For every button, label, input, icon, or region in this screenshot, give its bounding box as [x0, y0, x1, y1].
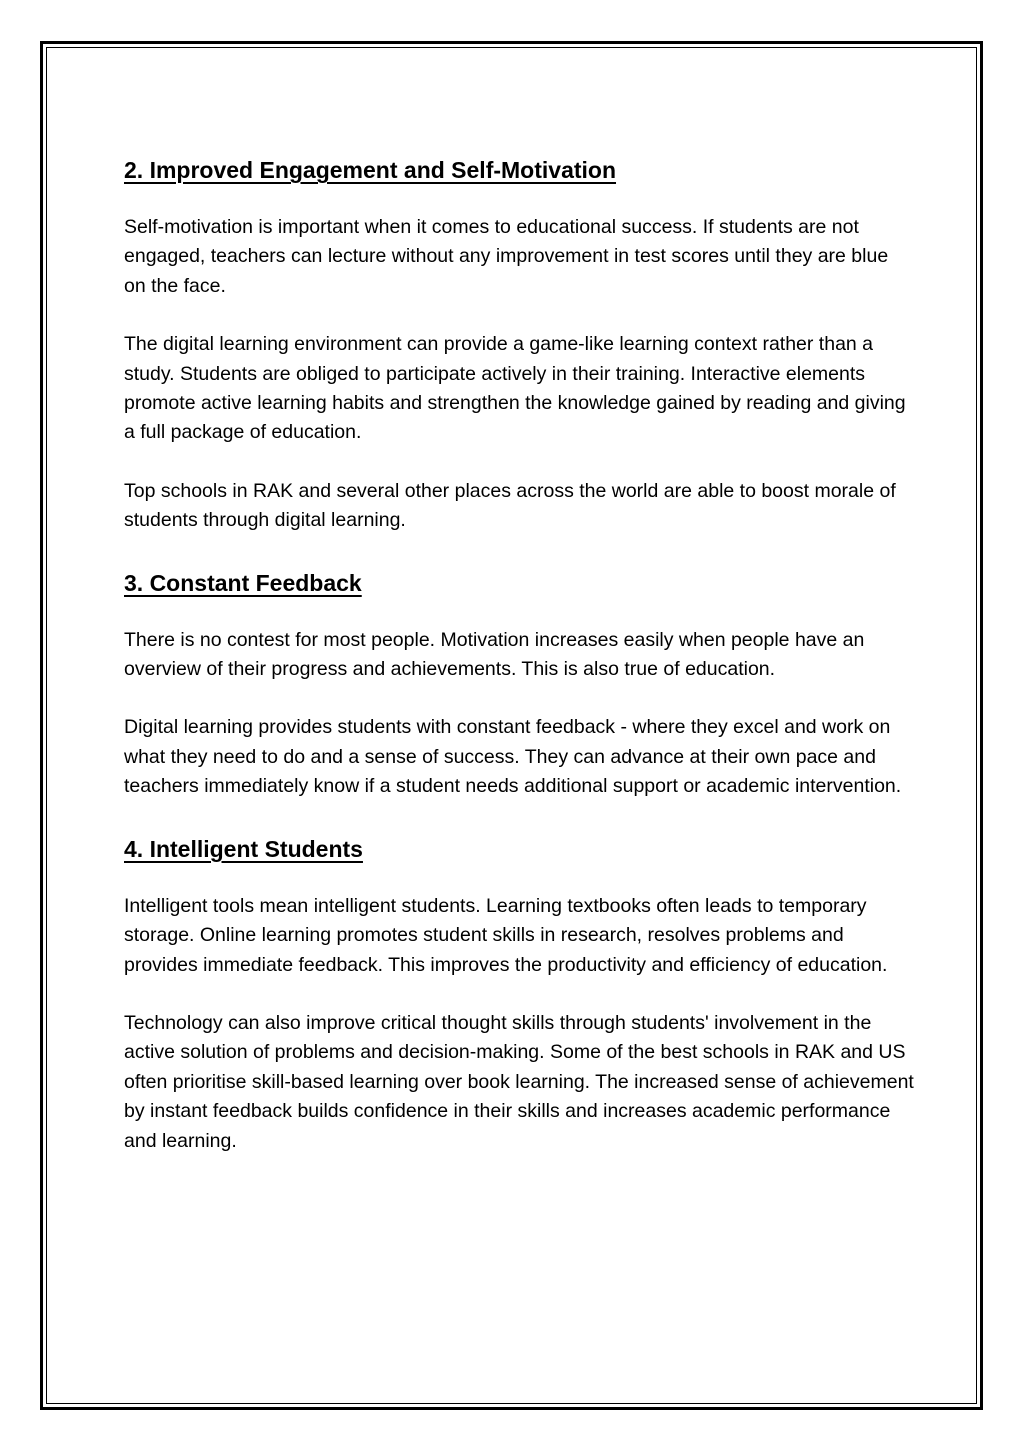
paragraph: Top schools in RAK and several other places across the world are able to boost morale of students through digital learning.: [124, 479, 896, 532]
paragraph: Intelligent tools mean intelligent students. Learning textbooks often leads to temporary storage. Online learning promotes student skills in research, resolves problems and provides immediate feedback. This improves the productivity and efficiency of education.: [124, 894, 888, 976]
paragraph: There is no contest for most people. Motivation increases easily when people have an overview of their progress and achievements. This is also true of education.: [124, 628, 865, 681]
paragraph: The digital learning environment can provide a game-like learning context rather than a study. Students are obliged to participate actively in their training. Interactive elements promote active learning habits and strengthen the knowledge gained by reading and giving a full package of education.: [124, 333, 906, 444]
paragraph: Digital learning provides students with constant feedback - where they excel and work on what they need to do and a sense of success. They can advance at their own pace and teachers immediately know if a student needs additional support or academic intervention.: [124, 716, 902, 798]
paragraph: Self-motivation is important when it comes to educational success. If students are not engaged, teachers can lecture without any improvement in test scores until they are blue on the face.: [124, 216, 889, 297]
paragraph: Technology can also improve critical thought skills through students' involvement in the active solution of problems and decision-making. Some of the best schools in RAK and US often prioritise skill-based learning over book learning. The increased sense of achievement by instant feedback builds confidence in their skills and increases academic performance and learning.: [124, 1011, 914, 1152]
section-heading: 3. Constant Feedback: [124, 569, 362, 596]
section-feedback: [124, 563, 914, 802]
section-intelligent-students: [124, 829, 914, 1156]
document-body: [124, 150, 914, 1156]
section-engagement: [124, 150, 914, 536]
section-heading: 2. Improved Engagement and Self-Motivation: [124, 157, 617, 183]
section-heading: 4. Intelligent Students: [124, 835, 363, 862]
